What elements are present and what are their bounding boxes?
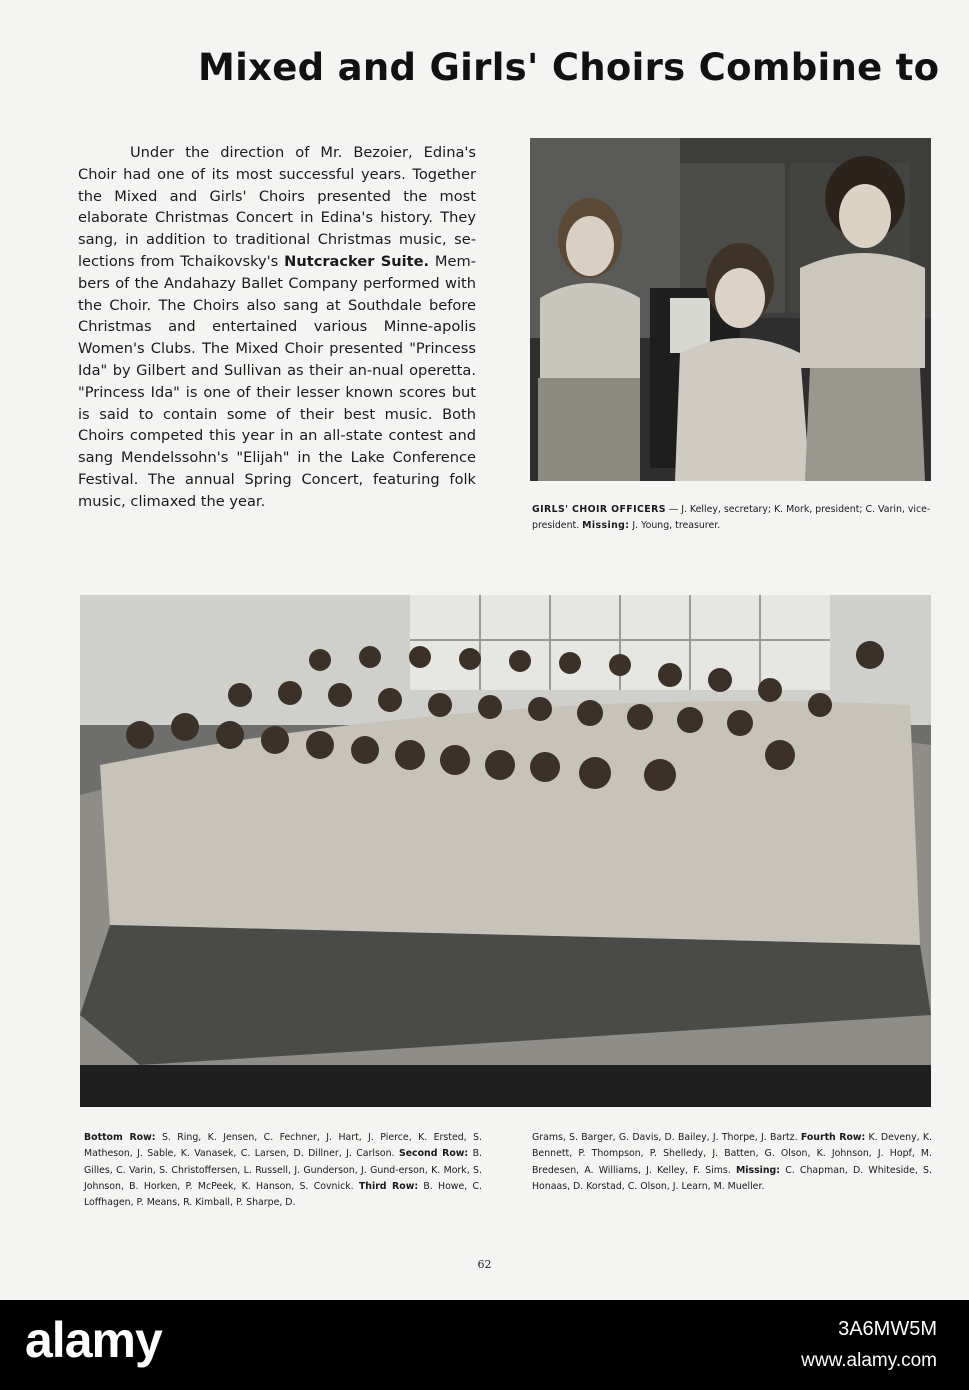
image-id: 3A6MW5M xyxy=(838,1318,937,1340)
fourth-row-label: Fourth Row: xyxy=(800,1132,866,1143)
officers-caption-text: — J. Kelley, secretary; K. Mork, president; C. Varin, vice-president. xyxy=(532,504,931,531)
choir-photo-graphic xyxy=(80,595,931,1107)
third-row-names: B. Howe, C. Loffhagen, P. Means, R. Kimball, P. Sharpe, D. xyxy=(84,1180,482,1209)
second-row-label: Second Row: xyxy=(398,1148,469,1160)
officers-caption-label: GIRLS' CHOIR OFFICERS xyxy=(532,504,666,515)
officers-missing-label: Missing: xyxy=(582,520,630,531)
article-text-part2: Mem-bers of the Andahazy Ballet Company performed with the Choir. The Choirs also sang at Southdale before Christmas and entertained various Minne-apolis Women's Clubs. The Mixed Choir presented "Princess Ida" by Gilbert and Sullivan as their an-nual operetta. "Princess Ida" is one of their lesser known scores but is said to contain some of their best music. Both Choirs competed this year in an all-state contest and sang Mendelssohn's "Elijah" in the Lake Conference Festival. The annual Spring Concert, featuring folk music, climaxed the year. xyxy=(78,252,476,510)
roster-left-column xyxy=(84,1130,482,1211)
roster-missing-label: Missing: xyxy=(735,1164,781,1176)
bottom-row-label: Bottom Row: xyxy=(84,1132,156,1143)
page-headline: Mixed and Girls' Choirs Combine to xyxy=(198,46,940,89)
third-row-names-continued: Grams, S. Barger, G. Davis, D. Bailey, J. Thorpe, J. Bartz. xyxy=(532,1132,801,1143)
footer-url: www.alamy.com xyxy=(801,1350,937,1371)
officers-photo-graphic xyxy=(530,138,931,481)
article-body xyxy=(78,142,476,513)
roster-missing-names: C. Chapman, D. Whiteside, S. Honaas, D. Korstad, C. Olson, J. Learn, M. Mueller. xyxy=(532,1164,932,1192)
page-number: 62 xyxy=(477,1258,492,1271)
fourth-row-names: K. Deveny, K. Bennett, P. Thompson, P. Shelledy, J. Batten, G. Olson, K. Johnson, J. Hopf, M. Bredesen, A. Williams, J. Kelley, F. Sims. xyxy=(532,1132,933,1176)
article-emphasis: Nutcracker Suite. xyxy=(284,252,430,270)
second-row-names: B. Gilles, C. Varin, S. Christoffersen, L. Russell, J. Gunderson, J. Gund-erson, K. Mork, S. Johnson, B. Horken, P. McPeek, K. Hanson, S. Covnick. xyxy=(84,1148,482,1192)
third-row-label: Third Row: xyxy=(358,1180,419,1192)
roster-right-column xyxy=(532,1130,932,1195)
officers-photo xyxy=(530,138,931,481)
officers-caption xyxy=(532,502,932,534)
article-text-part1: Under the direction of Mr. Bezoier, Edina's Choir had one of its most successful years. Together the Mixed and Girls' Choirs presented the most elaborate Christmas Concert in Edina's history. They sang, in addition to traditional Christmas music, se-lections from Tchaikovsky's xyxy=(78,144,476,270)
bottom-row-names: S. Ring, K. Jensen, C. Fechner, J. Hart, J. Pierce, K. Ersted, S. Matheson, J. Sable, K. Vanasek, C. Larsen, D. Dillner, J. Carlson. xyxy=(84,1132,483,1160)
choir-group-photo xyxy=(80,595,931,1107)
officers-missing-text: J. Young, treasurer. xyxy=(629,520,721,531)
alamy-logo: alamy xyxy=(25,1312,162,1368)
